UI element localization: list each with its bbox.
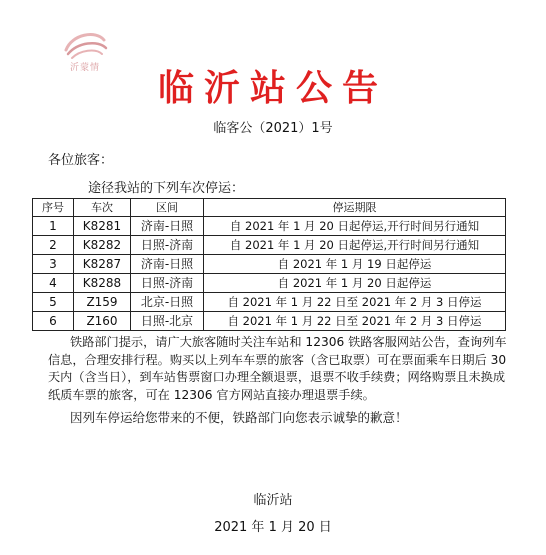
cell-index: 5: [33, 293, 74, 312]
apology-text: 因列车停运给您带来的不便，铁路部门向您表示诚挚的歉意！: [70, 410, 408, 425]
document-number: 临客公（2021）1号: [213, 121, 333, 136]
notice-title: 临沂站公告: [157, 67, 388, 109]
cell-period: 自 2021 年 1 月 22 日至 2021 年 2 月 3 日停运: [204, 293, 506, 312]
cell-period: 自 2021 年 1 月 19 日起停运: [204, 255, 506, 274]
cell-route: 日照-济南: [131, 236, 204, 255]
table-row: [33, 236, 506, 255]
table-row: [33, 274, 506, 293]
table-row: [33, 255, 506, 274]
cell-index: 4: [33, 274, 74, 293]
table-row: [33, 293, 506, 312]
cell-period: 自 2021 年 1 月 20 日起停运,开行时间另行通知: [204, 217, 506, 236]
cell-train: K8282: [74, 236, 131, 255]
cell-route: 北京-日照: [131, 293, 204, 312]
column-header-train: 车次: [74, 199, 131, 217]
table-row: [33, 217, 506, 236]
cell-train: Z159: [74, 293, 131, 312]
cell-index: 6: [33, 312, 74, 331]
logo-text: 沂蒙情: [69, 63, 100, 73]
column-header-period: 停运期限: [204, 199, 506, 217]
greeting: 各位旅客：: [48, 153, 114, 168]
cell-route: 济南-日照: [131, 217, 204, 236]
suspension-table: [32, 198, 506, 331]
intro-text: 途径我站的下列车次停运：: [88, 181, 245, 196]
issuer: 临沂站: [253, 493, 293, 508]
cell-route: 日照-济南: [131, 274, 204, 293]
cell-period: 自 2021 年 1 月 22 日至 2021 年 2 月 3 日停运: [204, 312, 506, 331]
cell-index: 3: [33, 255, 74, 274]
cell-train: K8287: [74, 255, 131, 274]
cell-route: 济南-日照: [131, 255, 204, 274]
column-header-route: 区间: [131, 199, 204, 217]
cell-index: 1: [33, 217, 74, 236]
column-header-index: 序号: [33, 199, 74, 217]
cell-route: 日照-北京: [131, 312, 204, 331]
cell-index: 2: [33, 236, 74, 255]
refund-notice: 铁路部门提示，请广大旅客随时关注车站和 12306 铁路客服网站公告，查询列车信息，合理安排行程。购买以上列车车票的旅客（含已取票）可在票面乘车日期后 30 天内（含当日），到车站售票窗口办理全额退票，退票不收手续费；网络购票且未换成纸质车票的旅客，可在 12306 官方网站直接办理退票手续。: [48, 335, 507, 402]
cell-period: 自 2021 年 1 月 20 日起停运,开行时间另行通知: [204, 236, 506, 255]
cell-period: 自 2021 年 1 月 20 日起停运: [204, 274, 506, 293]
cell-train: K8288: [74, 274, 131, 293]
table-header-row: [33, 199, 506, 217]
table-row: [33, 312, 506, 331]
cell-train: K8281: [74, 217, 131, 236]
cell-train: Z160: [74, 312, 131, 331]
issue-date: 2021 年 1 月 20 日: [214, 520, 332, 535]
